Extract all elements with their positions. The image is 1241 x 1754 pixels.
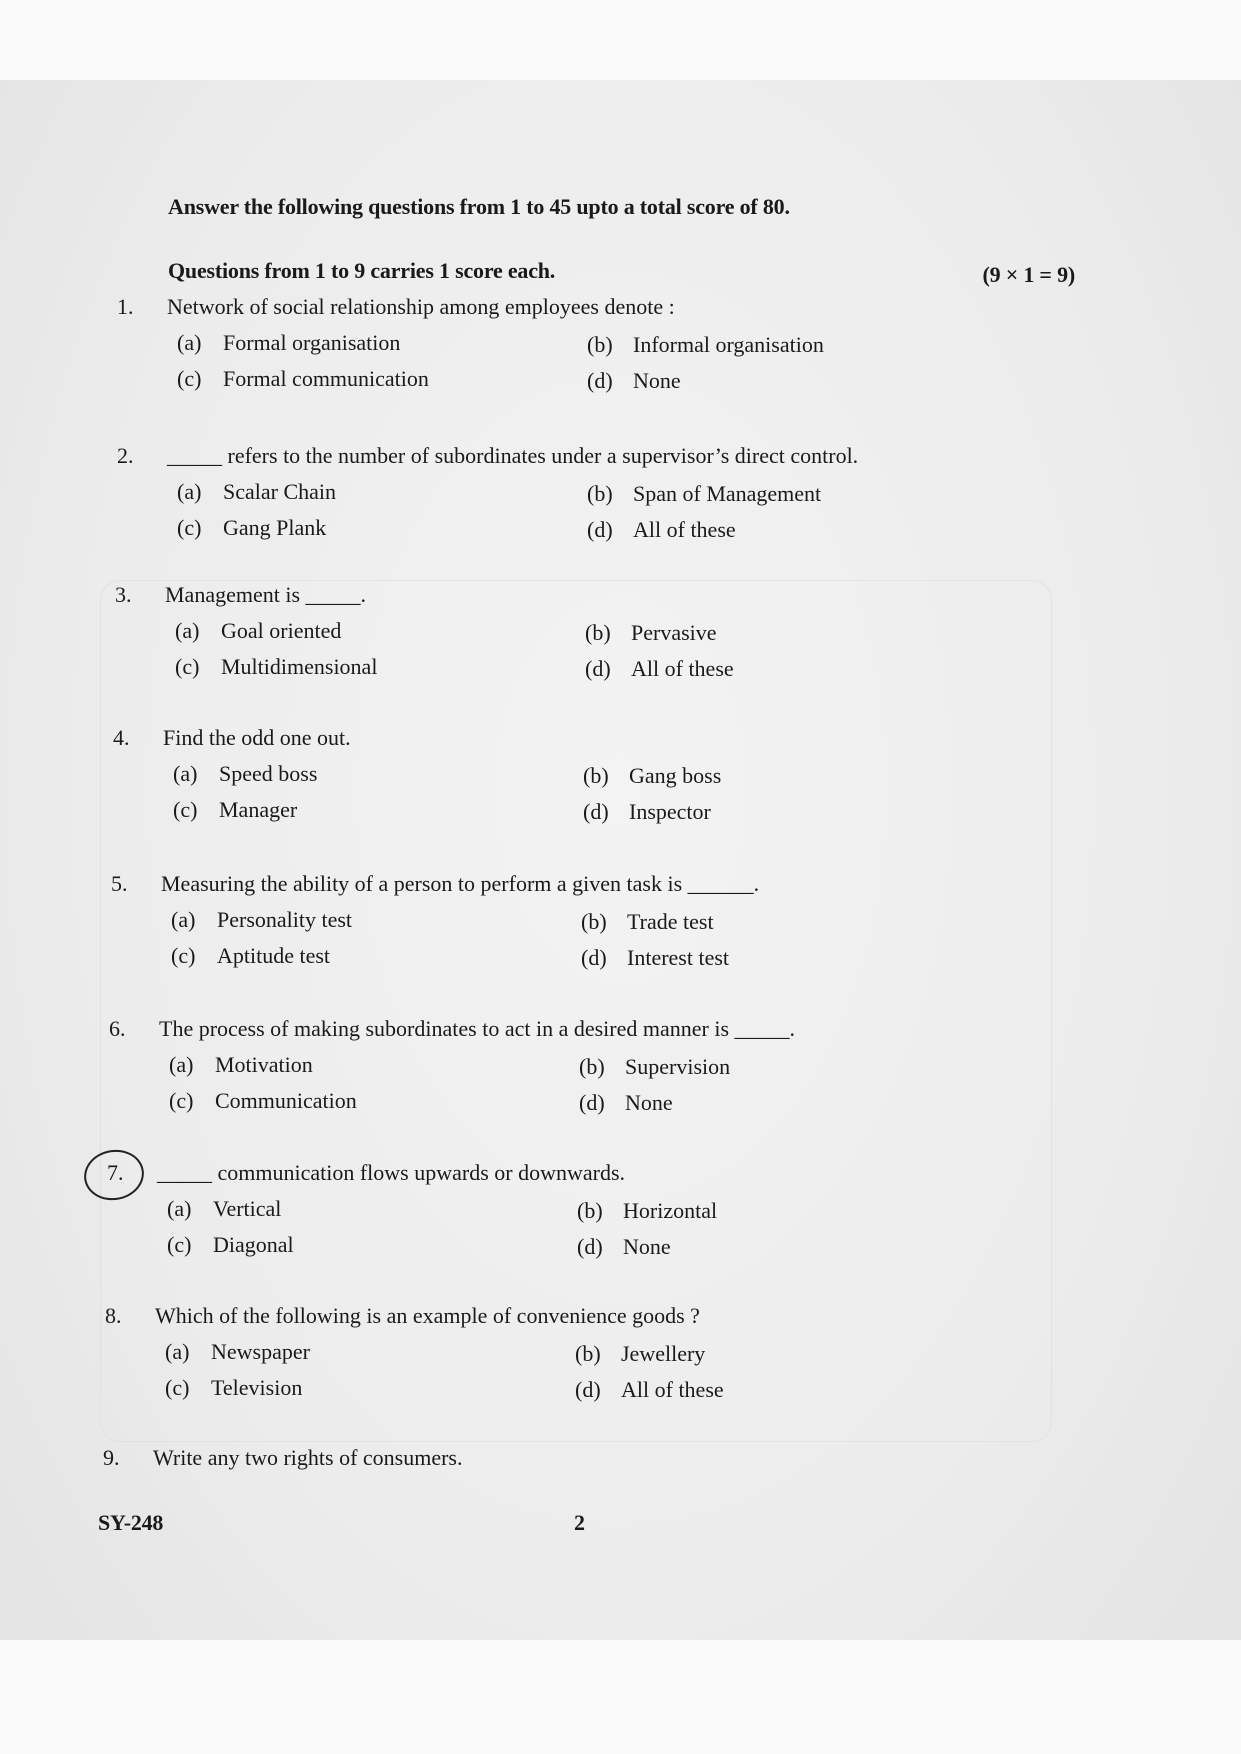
question-text: The process of making subordinates to act in a desired manner is _____.	[159, 1016, 796, 1041]
option-label: (c)	[171, 943, 196, 968]
option-b	[577, 1198, 717, 1224]
option-label: (d)	[577, 1234, 603, 1259]
option-label: (b)	[579, 1054, 605, 1079]
option-text: Multidimensional	[221, 654, 378, 679]
option-text: Newspaper	[211, 1339, 310, 1364]
option-label: (a)	[167, 1196, 192, 1221]
option-text: Diagonal	[213, 1232, 294, 1257]
question-text: Network of social relationship among employees denote :	[167, 294, 675, 319]
option-label: (c)	[177, 515, 202, 540]
option-label: (b)	[575, 1341, 601, 1366]
option-label: (d)	[575, 1377, 601, 1402]
option-label: (c)	[175, 654, 200, 679]
option-text: Trade test	[627, 909, 714, 934]
option-text: Formal organisation	[223, 330, 401, 355]
option-label: (b)	[585, 620, 611, 645]
instruction: Answer the following questions from 1 to 45 upto a total score of 80.	[168, 194, 790, 219]
option-label: (b)	[587, 481, 613, 506]
question-number: 7.	[107, 1160, 124, 1185]
option-c	[167, 1232, 294, 1258]
option-a	[175, 618, 341, 644]
option-b	[581, 909, 714, 935]
option-c	[165, 1375, 302, 1401]
option-label: (c)	[167, 1232, 192, 1257]
question-number: 9.	[103, 1445, 120, 1470]
question-text: _____ communication flows upwards or downwards.	[157, 1160, 626, 1185]
option-label: (d)	[585, 656, 611, 681]
option-label: (b)	[577, 1198, 603, 1223]
question-number: 6.	[109, 1016, 126, 1041]
option-d	[579, 1090, 673, 1116]
option-label: (c)	[177, 366, 202, 391]
option-text: Speed boss	[219, 761, 318, 786]
paper-margin-top	[0, 0, 1241, 80]
option-a	[177, 330, 400, 356]
option-c	[173, 797, 297, 823]
question-number: 8.	[105, 1303, 122, 1328]
option-text: Jewellery	[621, 1341, 706, 1366]
option-label: (a)	[175, 618, 200, 643]
option-text: Span of Management	[633, 481, 822, 506]
option-text: All of these	[621, 1377, 724, 1402]
option-text: All of these	[631, 656, 734, 681]
option-label: (c)	[169, 1088, 194, 1113]
option-label: (d)	[581, 945, 607, 970]
option-c	[177, 515, 326, 541]
option-b	[579, 1054, 730, 1080]
option-b	[587, 332, 824, 358]
question-number: 4.	[113, 725, 130, 750]
page-number: 2	[574, 1510, 585, 1535]
option-text: Inspector	[629, 799, 711, 824]
option-text: Personality test	[217, 907, 353, 932]
question-number: 2.	[117, 443, 134, 468]
question-text: Measuring the ability of a person to perform a given task is ______.	[161, 871, 760, 896]
question-text: Write any two rights of consumers.	[153, 1445, 463, 1470]
option-label: (a)	[173, 761, 198, 786]
option-text: Vertical	[213, 1196, 282, 1221]
option-b	[575, 1341, 705, 1367]
option-text: Aptitude test	[217, 943, 331, 968]
option-text: Pervasive	[631, 620, 717, 645]
option-label: (a)	[169, 1052, 194, 1077]
option-d	[587, 368, 681, 394]
option-text: Horizontal	[623, 1198, 718, 1223]
option-text: Gang boss	[629, 763, 722, 788]
question-text: _____ refers to the number of subordinates under a supervisor’s direct control.	[167, 443, 859, 468]
option-label: (a)	[171, 907, 196, 932]
option-a	[169, 1052, 313, 1078]
option-label: (c)	[173, 797, 198, 822]
option-label: (d)	[587, 517, 613, 542]
option-a	[173, 761, 317, 787]
option-label: (a)	[165, 1339, 190, 1364]
option-text: All of these	[633, 517, 736, 542]
section-score: (9 × 1 = 9)	[982, 262, 1075, 287]
option-a	[171, 907, 352, 933]
option-text: Formal communication	[223, 366, 429, 391]
option-text: Manager	[219, 797, 298, 822]
option-text: None	[625, 1090, 673, 1115]
option-label: (a)	[177, 330, 202, 355]
option-label: (b)	[587, 332, 613, 357]
option-d	[575, 1377, 724, 1403]
option-text: Motivation	[215, 1052, 313, 1077]
option-d	[577, 1234, 671, 1260]
option-label: (d)	[587, 368, 613, 393]
option-label: (a)	[177, 479, 202, 504]
paper-code: SY-248	[98, 1510, 164, 1535]
option-b	[583, 763, 721, 789]
option-b	[587, 481, 821, 507]
option-a	[165, 1339, 310, 1365]
option-c	[171, 943, 330, 969]
option-label: (b)	[583, 763, 609, 788]
option-text: Interest test	[627, 945, 730, 970]
option-c	[169, 1088, 357, 1114]
question-number: 3.	[115, 582, 132, 607]
paper-margin-bottom	[0, 1640, 1241, 1754]
section-heading: Questions from 1 to 9 carries 1 score each.	[168, 258, 556, 283]
option-d	[585, 656, 734, 682]
option-text: Informal organisation	[633, 332, 824, 357]
option-c	[177, 366, 429, 392]
option-text: Supervision	[625, 1054, 731, 1079]
question-text: Which of the following is an example of convenience goods ?	[155, 1303, 700, 1328]
question-text: Management is _____.	[165, 582, 367, 607]
option-label: (d)	[583, 799, 609, 824]
option-label: (c)	[165, 1375, 190, 1400]
option-text: Scalar Chain	[223, 479, 337, 504]
option-text: Goal oriented	[221, 618, 342, 643]
option-text: Television	[211, 1375, 303, 1400]
option-c	[175, 654, 377, 680]
option-b	[585, 620, 717, 646]
option-d	[583, 799, 711, 825]
option-text: Communication	[215, 1088, 357, 1113]
option-text: Gang Plank	[223, 515, 327, 540]
option-d	[587, 517, 736, 543]
option-text: None	[623, 1234, 671, 1259]
option-text: None	[633, 368, 681, 393]
option-a	[167, 1196, 281, 1222]
option-label: (d)	[579, 1090, 605, 1115]
question-number: 1.	[117, 294, 134, 319]
question-number: 5.	[111, 871, 128, 896]
option-a	[177, 479, 336, 505]
option-d	[581, 945, 729, 971]
question-text: Find the odd one out.	[163, 725, 351, 750]
option-label: (b)	[581, 909, 607, 934]
